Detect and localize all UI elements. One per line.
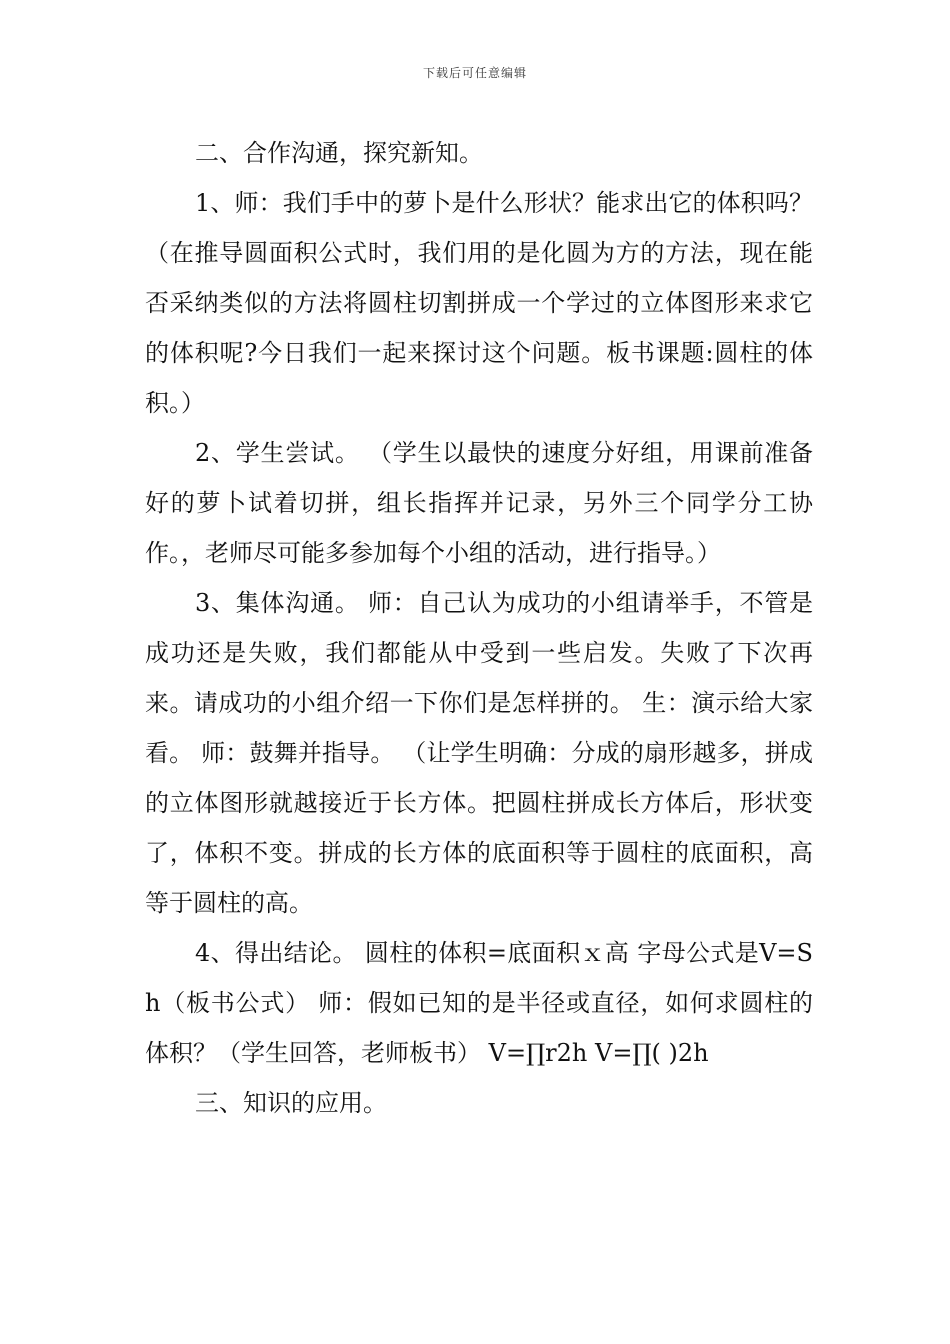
paragraph-step-1: 1、师：我们手中的萝卜是什么形状？能求出它的体积吗？ （在推导圆面积公式时，我们用的是化圆为方的方法，现在能否采纳类似的方法将圆柱切割拼成一个学过的立体图形来求它的体积呢?今日我们一起来探讨这个问题。板书课题:圆柱的体积。） bbox=[145, 189, 813, 417]
paragraph-step-2: 2、学生尝试。 （学生以最快的速度分好组，用课前准备好的萝卜试着切拼，组长指挥并记录，另外三个同学分工协作。，老师尽可能多参加每个小组的活动，进行指导。） bbox=[145, 439, 813, 567]
paragraph-step-3: 3、集体沟通。 师：自己认为成功的小组请举手，不管是成功还是失败，我们都能从中受到一些启发。失败了下次再来。请成功的小组介绍一下你们是怎样拼的。 生：演示给大家看。 师：鼓舞并指导。 （让学生明确：分成的扇形越多，拼成的立体图形就越接近于长方体。把圆柱拼成长方体后，形状变了，体积不变。拼成的长方体的底面积等于圆柱的底面积，高等于圆柱的高。 bbox=[145, 589, 813, 917]
page-header-note: 下载后可任意编辑 bbox=[422, 66, 527, 80]
section-heading-cooperation: 二、合作沟通，探究新知。 bbox=[195, 139, 483, 167]
paragraph-step-4: 4、得出结论。 圆柱的体积=底面积ｘ高 字母公式是V=Sh（板书公式） 师：假如已知的是半径或直径，如何求圆柱的体积？（学生回答，老师板书） V=∏r2h V=∏( )2h bbox=[145, 939, 813, 1067]
section-heading-application: 三、知识的应用。 bbox=[195, 1089, 387, 1117]
document-body bbox=[145, 128, 813, 1128]
